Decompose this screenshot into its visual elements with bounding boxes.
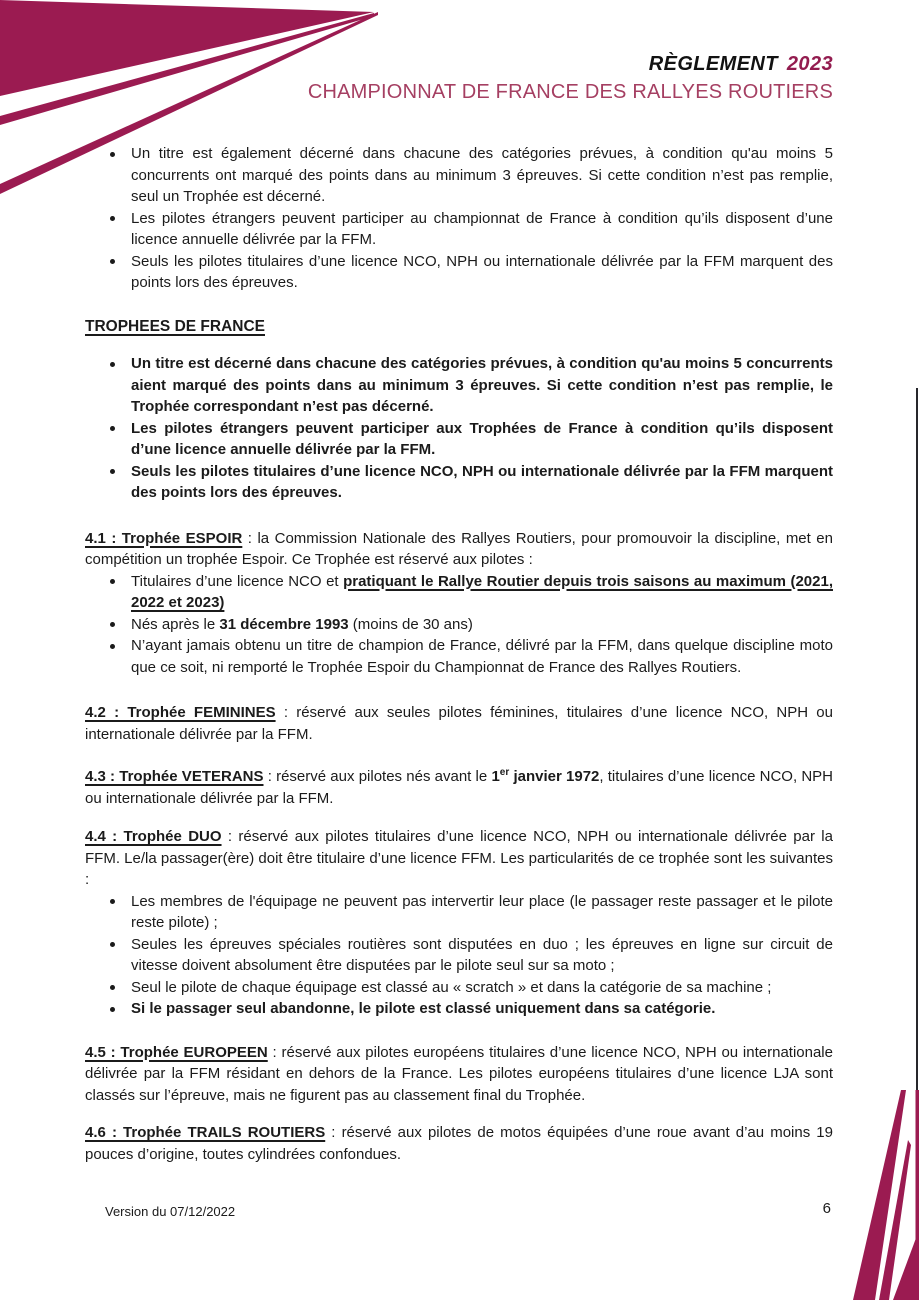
section-title: 4.4 : Trophée DUO [85,828,222,845]
section-title: 4.1 : Trophée ESPOIR [85,529,243,547]
list-item: Les pilotes étrangers peuvent participer aux Trophées de France à condition qu’ils disposent d’une licence annuelle délivrée par la FFM. [131,418,833,461]
document-body [85,143,833,1165]
trophees-bullet-list [85,353,833,504]
title-reglement: RÈGLEMENT [648,53,778,75]
duo-bullet-list [85,891,833,1020]
page-header [308,53,833,104]
section-heading-trophees-de-france: TROPHEES DE FRANCE [85,317,265,335]
list-item-emphasis: pratiquant le Rallye Routier depuis trois saisons au maximum (2021, 2022 et 2023) [131,572,833,611]
document-subtitle: CHAMPIONNAT DE FRANCE DES RALLYES ROUTIERS [307,81,833,103]
section-text: : réservé aux pilotes nés avant le [263,768,492,785]
page-edge-line [916,388,918,1100]
list-item: Les pilotes étrangers peuvent participer au championnat de France à condition qu’ils disposent d’une licence annuelle délivrée par la FFM. [131,208,833,251]
section-4-5-trophee-europeen [85,1042,833,1107]
list-item: Seuls les pilotes titulaires d’une licence NCO, NPH ou internationale délivrée par la FFM marquent des points lors des épreuves. [131,251,833,294]
list-item [131,614,833,636]
section-title: 4.2 : Trophée FEMININES [85,704,276,721]
list-item: Seul le pilote de chaque équipage est classé au « scratch » et dans la catégorie de sa machine ; [131,977,833,999]
section-4-1-trophee-espoir [85,528,833,679]
section-paragraph [85,1122,833,1165]
list-item: Si le passager seul abandonne, le pilote est classé uniquement dans sa catégorie. [131,998,833,1020]
intro-bullet-list [85,143,833,294]
document-title [308,53,833,76]
section-text: : réservé aux pilotes titulaires d’une licence NCO, NPH ou internationale délivrée par la FFM. Le/la passager(ère) doit être titulaire d’une licence FFM. Les particularités de ce trophée sont les suivantes : [85,828,833,888]
list-item [131,571,833,614]
section-title: 4.3 : Trophée VETERANS [85,768,264,785]
section-text: : la Commission Nationale des Rallyes Routiers, pour promouvoir la discipline, met en compétition un trophée Espoir. Ce Trophée est réservé aux pilotes : [85,529,833,568]
section-text: : réservé aux pilotes de motos équipées d’une roue avant d’au moins 19 pouces d’origine, toutes cylindrées confondues. [85,1124,833,1163]
section-text: , titulaires d’une licence NCO, NPH ou internationale délivrée par la FFM. [85,768,834,807]
section-paragraph [85,528,833,571]
footer-page-number: 6 [822,1200,831,1217]
section-4-6-trophee-trails-routiers [85,1122,833,1165]
list-item: Un titre est décerné dans chacune des catégories prévues, à condition qu'au moins 5 concurrents aient marqué des points dans au minimum 3 épreuves. Si cette condition n’est pas remplie, le Trophée correspondant n’est pas décerné. [131,353,833,418]
list-item: Les membres de l'équipage ne peuvent pas intervertir leur place (le passager reste passager et le pilote reste pilote) ; [131,891,833,934]
list-item: Seules les épreuves spéciales routières sont disputées en duo ; les épreuves en ligne sur circuit de vitesse doivent absolument être disputées par le pilote seul sur sa moto ; [131,934,833,977]
section-paragraph [85,762,833,809]
section-paragraph [85,1042,833,1107]
list-item-text: Nés après le [131,615,220,633]
list-item: N’ayant jamais obtenu un titre de champion de France, délivré par la FFM, dans quelque discipline moto que ce soit, ni remporté le Trophée Espoir du Championnat de France des Rallyes Routiers. [131,635,833,678]
list-item: Un titre est également décerné dans chacune des catégories prévues, à condition qu'au moins 5 concurrents ont marqué des points dans au minimum 3 épreuves. Si cette condition n’est pas remplie, seul un Trophée est décerné. [131,143,833,208]
section-text: : réservé aux pilotes européens titulaires d’une licence NCO, NPH ou internationale délivrée par la FFM résidant en dehors de la France. Les pilotes européens titulaires d’une licence LJA sont classés sur l’épreuve, mais ne figurent pas au classement final du Trophée. [85,1043,833,1104]
section-text: : réservé aux seules pilotes féminines, titulaires d’une licence NCO, NPH ou internationale délivrée par la FFM. [85,704,833,743]
title-year: 2023 [786,53,833,75]
section-4-4-trophee-duo [85,826,833,1020]
date-rest: janvier 1972 [509,768,600,785]
list-item-text: Titulaires d’une licence NCO et [131,572,344,590]
section-paragraph [85,702,833,745]
date-number: 1 [491,768,500,785]
list-item-date: 31 décembre 1993 [219,615,349,633]
footer-version-text: Version du 07/12/2022 [105,1204,236,1219]
date-superscript: er [499,767,510,778]
list-item-text: (moins de 30 ans) [348,615,473,633]
section-4-3-trophee-veterans [85,762,833,809]
section-paragraph [85,826,833,891]
section-4-2-trophee-feminines [85,702,833,745]
espoir-bullet-list [85,571,833,679]
list-item: Seuls les pilotes titulaires d’une licence NCO, NPH ou internationale délivrée par la FFM marquent des points lors des épreuves. [131,461,833,504]
section-title: 4.5 : Trophée EUROPEEN [85,1043,268,1061]
section-title: 4.6 : Trophée TRAILS ROUTIERS [85,1124,326,1141]
